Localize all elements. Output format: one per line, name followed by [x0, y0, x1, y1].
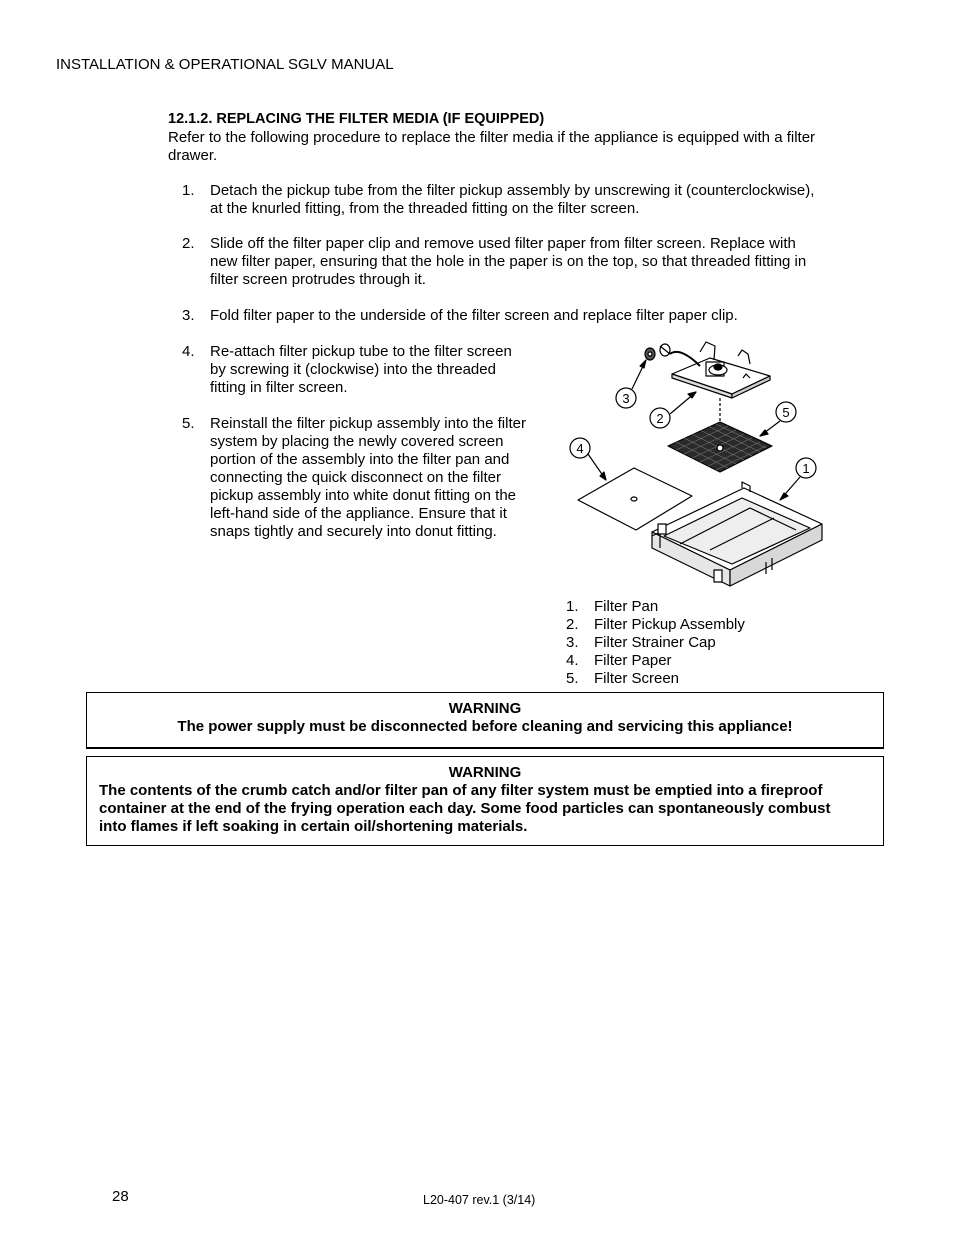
- callout-label: 3: [622, 391, 630, 406]
- step-line: Re-attach filter pickup tube to the filter screen: [210, 343, 512, 360]
- legend-label: Filter Screen: [594, 670, 680, 687]
- legend-number: 1.: [566, 598, 579, 615]
- step-text: [210, 182, 860, 218]
- callout-2: [650, 392, 696, 428]
- step-line: pickup assembly into white donut fitting on the: [210, 487, 517, 504]
- warning-title: WARNING: [448, 700, 522, 717]
- document-revision: L20-407 rev.1 (3/14): [423, 1193, 536, 1207]
- legend-label: Filter Paper: [594, 652, 672, 669]
- filter-assembly-diagram: [560, 336, 830, 598]
- legend-number: 2.: [566, 616, 579, 633]
- legend-label: Filter Strainer Cap: [594, 634, 716, 651]
- callout-3: [616, 360, 646, 408]
- warning-text: [87, 782, 883, 836]
- step-number: 4.: [182, 343, 195, 360]
- step-line: connecting the quick disconnect on the filter: [210, 469, 502, 486]
- step-line: system by placing the newly covered screen: [210, 433, 504, 450]
- step-line: new filter paper, ensuring that the hole in the paper is on the top, so that threaded fitting in: [210, 253, 807, 270]
- step-number: 2.: [182, 235, 195, 252]
- callout-5: [760, 402, 796, 436]
- step-text: [210, 307, 860, 325]
- callout-label: 5: [782, 405, 790, 420]
- callout-1: [780, 458, 816, 500]
- page-number: 28: [112, 1188, 129, 1205]
- intro-line: drawer.: [168, 147, 218, 164]
- step-number: 3.: [182, 307, 195, 324]
- step-line: left-hand side of the appliance. Ensure that it: [210, 505, 507, 522]
- legend-label: Filter Pan: [594, 598, 659, 615]
- filter-pickup-assembly-drawing: [645, 342, 770, 398]
- step-line: Reinstall the filter pickup assembly into the filter: [210, 415, 526, 432]
- step-line: Detach the pickup tube from the filter pickup assembly by unscrewing it (counterclockwise),: [210, 182, 815, 199]
- step-text: [210, 235, 860, 289]
- step-line: at the knurled fitting, from the threaded fitting on the filter screen.: [210, 200, 640, 217]
- warning-text: The power supply must be disconnected before cleaning and servicing this appliance!: [177, 718, 793, 735]
- section-intro: [168, 129, 858, 165]
- callout-label: 2: [656, 411, 664, 426]
- warning-box-power: [86, 692, 884, 749]
- legend-label: Filter Pickup Assembly: [594, 616, 745, 633]
- step-line: Fold filter paper to the underside of the filter screen and replace filter paper clip.: [210, 307, 738, 324]
- page-header: INSTALLATION & OPERATIONAL SGLV MANUAL: [56, 56, 394, 73]
- legend-number: 3.: [566, 634, 579, 651]
- warning-box-crumb-catch: [86, 756, 884, 846]
- step-text: [210, 343, 550, 397]
- legend-number: 4.: [566, 652, 579, 669]
- warning-line: container at the end of the frying operation each day. Some food particles can spontaneously combust: [99, 800, 831, 817]
- step-line: filter screen protrudes through it.: [210, 271, 426, 288]
- step-line: portion of the assembly into the filter pan and: [210, 451, 510, 468]
- step-text: [210, 415, 550, 541]
- filter-screen-drawing: [668, 422, 772, 472]
- step-line: by screwing it (clockwise) into the threaded: [210, 361, 496, 378]
- callout-label: 4: [576, 441, 584, 456]
- step-line: snaps tightly and securely into donut fitting.: [210, 523, 497, 540]
- callout-label: 1: [802, 461, 810, 476]
- step-number: 1.: [182, 182, 195, 199]
- section-title: 12.1.2. REPLACING THE FILTER MEDIA (IF EQUIPPED): [168, 111, 545, 127]
- intro-line: Refer to the following procedure to replace the filter media if the appliance is equipped with a filter: [168, 129, 816, 146]
- warning-line: into flames if left soaking in certain oil/shortening materials.: [99, 818, 528, 835]
- legend-number: 5.: [566, 670, 579, 687]
- step-number: 5.: [182, 415, 195, 432]
- callout-4: [570, 438, 606, 480]
- step-line: fitting in filter screen.: [210, 379, 348, 396]
- step-line: Slide off the filter paper clip and remove used filter paper from filter screen. Replace with: [210, 235, 796, 252]
- warning-line: The contents of the crumb catch and/or filter pan of any filter system must be emptied into a fireproof: [99, 782, 823, 799]
- warning-title: WARNING: [448, 764, 522, 781]
